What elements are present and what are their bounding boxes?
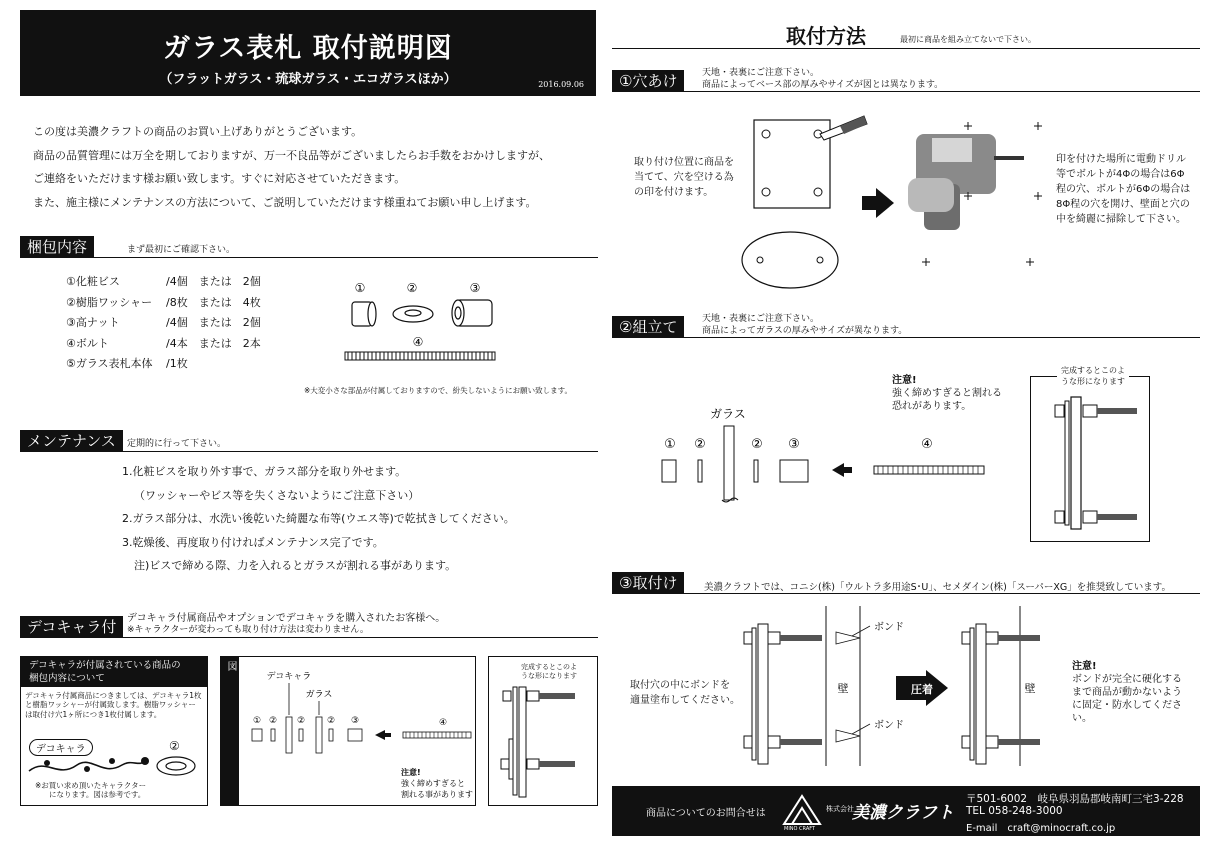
step3-warn-line: い。 <box>1072 713 1092 724</box>
diagram-part-label: ② <box>326 716 336 726</box>
deco-done-line: 完成するとこのよ <box>521 663 577 671</box>
step3-left-line: 適量塗布してください。 <box>630 695 740 706</box>
step1-right-line: 等でボルトが4Φの場合は6Φ <box>1056 169 1185 180</box>
step1-right-line: 印を付けた場所に電動ドリル <box>1056 154 1186 165</box>
item-qty: /4本 または 2本 <box>166 336 261 350</box>
step1-right-line: 中を綺麗に掃除して下さい。 <box>1056 214 1186 225</box>
arrow-right-icon <box>862 188 894 218</box>
step1-right-line: 8Φ程の穴を開け、壁面と穴の <box>1056 199 1190 210</box>
date-label: 2016.09.06 <box>538 80 584 89</box>
step1-left-line: 取り付け位置に商品を <box>634 157 734 168</box>
step3-rule <box>612 593 1200 594</box>
step1-right-text <box>1056 152 1190 227</box>
step2-warn-line: 強く締めすぎると割れる <box>892 388 1002 399</box>
item-name: ③高ナット <box>66 316 120 329</box>
deco-box-body-line: と樹脂ワッシャーが付属致します。樹脂ワッシャー <box>25 700 196 710</box>
step2-assembly-diagram <box>652 400 992 510</box>
step1-left-line: 当てて、穴を空ける為 <box>634 172 734 183</box>
step3-bonding-diagram <box>740 606 1060 776</box>
step1-note-line: 商品によってベース部の厚みやサイズが図とは異なります。 <box>702 79 944 90</box>
diagram-part-label: ③ <box>350 716 360 726</box>
step2-done-label <box>1057 365 1129 387</box>
step2-done-line: うな形になります <box>1061 377 1125 386</box>
diagram-warn-line: 割れる事があります <box>401 790 473 799</box>
install-title-note: 最初に商品を組み立てないで下さい。 <box>900 35 1036 44</box>
list-item <box>66 334 261 355</box>
item-qty: /8枚 または 4枚 <box>166 295 261 309</box>
list-item <box>66 272 261 293</box>
part-label: ② <box>751 437 763 452</box>
deco-box-foot <box>35 781 146 800</box>
step1-right-line: 程の穴、ボルトが6Φの場合は <box>1056 184 1191 195</box>
parts-small-note: ※大変小さな部品が付属しておりますので、紛失しないようにお願い致します。 <box>304 386 573 395</box>
deco-assembly-diagram <box>243 657 473 805</box>
deco-box-body-line: デコキャラ付属商品につきましては、デコキャラ1枚 <box>25 691 202 700</box>
step1-note-line: 天地・表裏にご注意下さい。 <box>702 68 820 78</box>
maintenance-rule <box>20 451 598 452</box>
diagram-glass-label: ガラス <box>305 690 333 700</box>
bond-bottom-label: ボンド <box>874 720 904 731</box>
drill-icon <box>908 134 1024 230</box>
intro-line: ご連絡をいただけます様お願い致します。すぐに対応させていただきます。 <box>33 172 406 185</box>
oval-plate-icon <box>742 232 838 288</box>
washer-icon <box>155 755 197 777</box>
install-title: 取付方法 <box>786 24 866 48</box>
step2-warn-title: 注意! <box>892 375 917 386</box>
step1-left-line: の印を付けます。 <box>634 187 714 198</box>
part-label-1: ① <box>354 281 366 295</box>
step3-heading: ③取付け <box>612 572 684 594</box>
footer-tel: TEL 058-248-3000 <box>966 805 1063 817</box>
screw-cap-icon <box>352 302 376 326</box>
step1-left-text <box>634 155 734 200</box>
diagram-part-label: ② <box>296 716 306 726</box>
deco-box-title-line: デコキャラが付属されている商品の <box>29 660 181 671</box>
glass-label: ガラス <box>710 407 746 421</box>
page-title: ガラス表札 取付説明図 <box>163 33 453 64</box>
step1-note <box>702 68 943 91</box>
diagram-bolt-label: ④ <box>438 718 448 728</box>
wall-label: 壁 <box>837 682 849 695</box>
deco-done-box <box>488 656 598 806</box>
part-label-3: ③ <box>469 281 481 295</box>
step3-warn-line: ボンドが完全に硬化する <box>1072 674 1182 685</box>
step3-left-line: 取付穴の中にボンドを <box>630 680 730 691</box>
item-name: ⑤ガラス表札本体 <box>66 357 153 370</box>
press-label: 圧着 <box>911 683 933 696</box>
step-line: 3.乾燥後、再度取り付ければメンテナンス完了です。 <box>122 535 384 549</box>
diagram-part-label: ① <box>252 716 262 726</box>
company-logo-icon <box>782 794 822 828</box>
footer-bar <box>612 786 1200 836</box>
step2-note <box>702 314 907 337</box>
bond-top-label: ボンド <box>874 622 904 633</box>
step3-warn-line: まで商品が動かないよう <box>1072 687 1182 698</box>
deco-washer-label: ② <box>169 739 180 753</box>
step1-drilling-diagram <box>736 108 1056 293</box>
nut-icon <box>452 300 492 326</box>
item-name: ④ボルト <box>66 336 109 350</box>
diagram-part-label: ② <box>268 716 278 726</box>
intro-line: 商品の品質管理には万全を期しておりますが、万一不良品等がございましたらお手数をおかけしますが、 <box>33 148 550 162</box>
item-qty: /4個 または 2個 <box>166 316 261 329</box>
deco-done-line: うな形になります <box>521 671 577 680</box>
list-item <box>66 293 261 314</box>
washer-icon <box>393 306 433 322</box>
header-banner <box>20 10 596 96</box>
deco-box-body-line: は取付け穴1ヶ所につき1枚付属します。 <box>25 709 162 719</box>
deco-heading: デコキャラ付 <box>20 616 123 638</box>
parts-illustration <box>340 278 520 370</box>
item-name: ①化粧ビス <box>66 275 120 288</box>
part-label: ① <box>664 437 676 452</box>
part-label: ③ <box>788 437 800 452</box>
footer-inquiry: 商品についてのお問合せは <box>646 808 766 819</box>
part-label-4: ④ <box>412 335 424 349</box>
part-label-2: ② <box>406 281 418 295</box>
deco-vertical-title <box>221 657 248 805</box>
page-subtitle: （フラットガラス・琉球ガラス・エコガラスほか） <box>159 72 457 87</box>
contents-heading: 梱包内容 <box>20 236 94 258</box>
diagram-deco-label: デコキャラ <box>266 672 312 682</box>
footer-company-prefix: 株式会社 <box>826 805 854 813</box>
bolt-label: ④ <box>921 437 933 452</box>
diagram-warn-title: 注意! <box>401 768 421 777</box>
step1-heading: ①穴あけ <box>612 70 684 92</box>
bolt-icon <box>345 352 495 360</box>
list-item <box>66 313 261 334</box>
deco-box-title <box>21 657 207 687</box>
intro-line: この度は美濃クラフトの商品のお買い上げありがとうございます。 <box>33 125 363 138</box>
deco-chara-label: デコキャラ <box>29 739 93 756</box>
deco-rule <box>20 637 598 638</box>
deco-box-body <box>25 691 202 719</box>
vine-character-icon <box>27 753 157 779</box>
deco-package-box <box>20 656 208 806</box>
footer-logo-small: MINO CRAFT <box>784 826 816 832</box>
intro-line: また、施主様にメンテナンスの方法について、ご説明していただけます様重ねてお願い申し上げます。 <box>33 195 537 209</box>
step-line: （ワッシャーやビス等を失くさないようにご注意下さい） <box>134 488 420 502</box>
step3-note: 美濃クラフトでは、コニシ(株)「ウルトラ多用途S･U」、セメダイン(株)「スーパーXG」を推奨致しています。 <box>704 582 1171 593</box>
deco-box-title-line: 梱包内容について <box>29 673 105 684</box>
deco-vertical-title-text: デコキャラ付タイプの組み立て図 <box>225 661 248 801</box>
step2-heading: ②組立て <box>612 316 684 338</box>
contents-rule <box>20 257 598 258</box>
deco-box-foot-line: になります。図は参考です。 <box>49 790 146 800</box>
item-qty: /1枚 <box>166 357 188 370</box>
deco-note-2: ※キャラクターが変わっても取り付け方法は変わりません。 <box>127 625 369 635</box>
item-name: ②樹脂ワッシャー <box>66 295 153 309</box>
step2-done-diagram <box>1049 393 1145 533</box>
step2-note-line: 天地・表裏にご注意下さい。 <box>702 314 820 324</box>
step-line: 2.ガラス部分は、水洗い後乾いた綺麗な布等(ウエス等)で乾拭きしてください。 <box>122 512 515 525</box>
step-line: 1.化粧ビスを取り外す事で、ガラス部分を取り外せます。 <box>122 465 407 478</box>
contents-note: まず最初にご確認下さい。 <box>127 245 236 255</box>
deco-done-label <box>521 663 577 681</box>
footer-company-name: 美濃クラフト <box>852 803 954 823</box>
diagram-warn-line: 強く締めすぎると <box>401 779 465 788</box>
wall-label: 壁 <box>1024 682 1036 695</box>
install-title-rule <box>612 48 1200 49</box>
deco-assembly-box <box>220 656 476 806</box>
step3-left-text <box>630 678 740 708</box>
contents-list <box>66 272 261 375</box>
item-qty: /4個 または 2個 <box>166 275 261 288</box>
footer-address: 〒501-6002 岐阜県羽島郡岐南町三宅3-228 <box>966 793 1184 805</box>
maintenance-heading: メンテナンス <box>20 430 123 452</box>
deco-done-diagram <box>497 683 593 801</box>
step2-done-line: 完成するとこのよ <box>1061 366 1125 375</box>
maintenance-steps <box>122 460 515 578</box>
step3-warn-title: 注意! <box>1072 661 1097 672</box>
step3-warn-line: に固定・防水してくださ <box>1072 700 1182 711</box>
step2-done-box <box>1030 366 1150 542</box>
step3-warn <box>1072 660 1182 725</box>
deco-box-foot-line: ※お買い求め頂いたキャラクター <box>35 781 147 790</box>
maintenance-note: 定期的に行って下さい。 <box>127 439 227 449</box>
step2-warn-line: 恐れがあります。 <box>892 401 972 412</box>
list-item <box>66 354 261 375</box>
deco-note-1: デコキャラ付属商品やオプションでデコキャラを購入されたお客様へ。 <box>127 613 446 624</box>
footer-email: E-mail craft@minocraft.co.jp <box>966 823 1116 834</box>
step2-note-line: 商品によってガラスの厚みやサイズが異なります。 <box>702 325 908 336</box>
intro-text <box>33 120 550 214</box>
part-label: ② <box>694 437 706 452</box>
step-line: 注)ビスで締める際、力を入れるとガラスが割れる事があります。 <box>134 559 457 572</box>
